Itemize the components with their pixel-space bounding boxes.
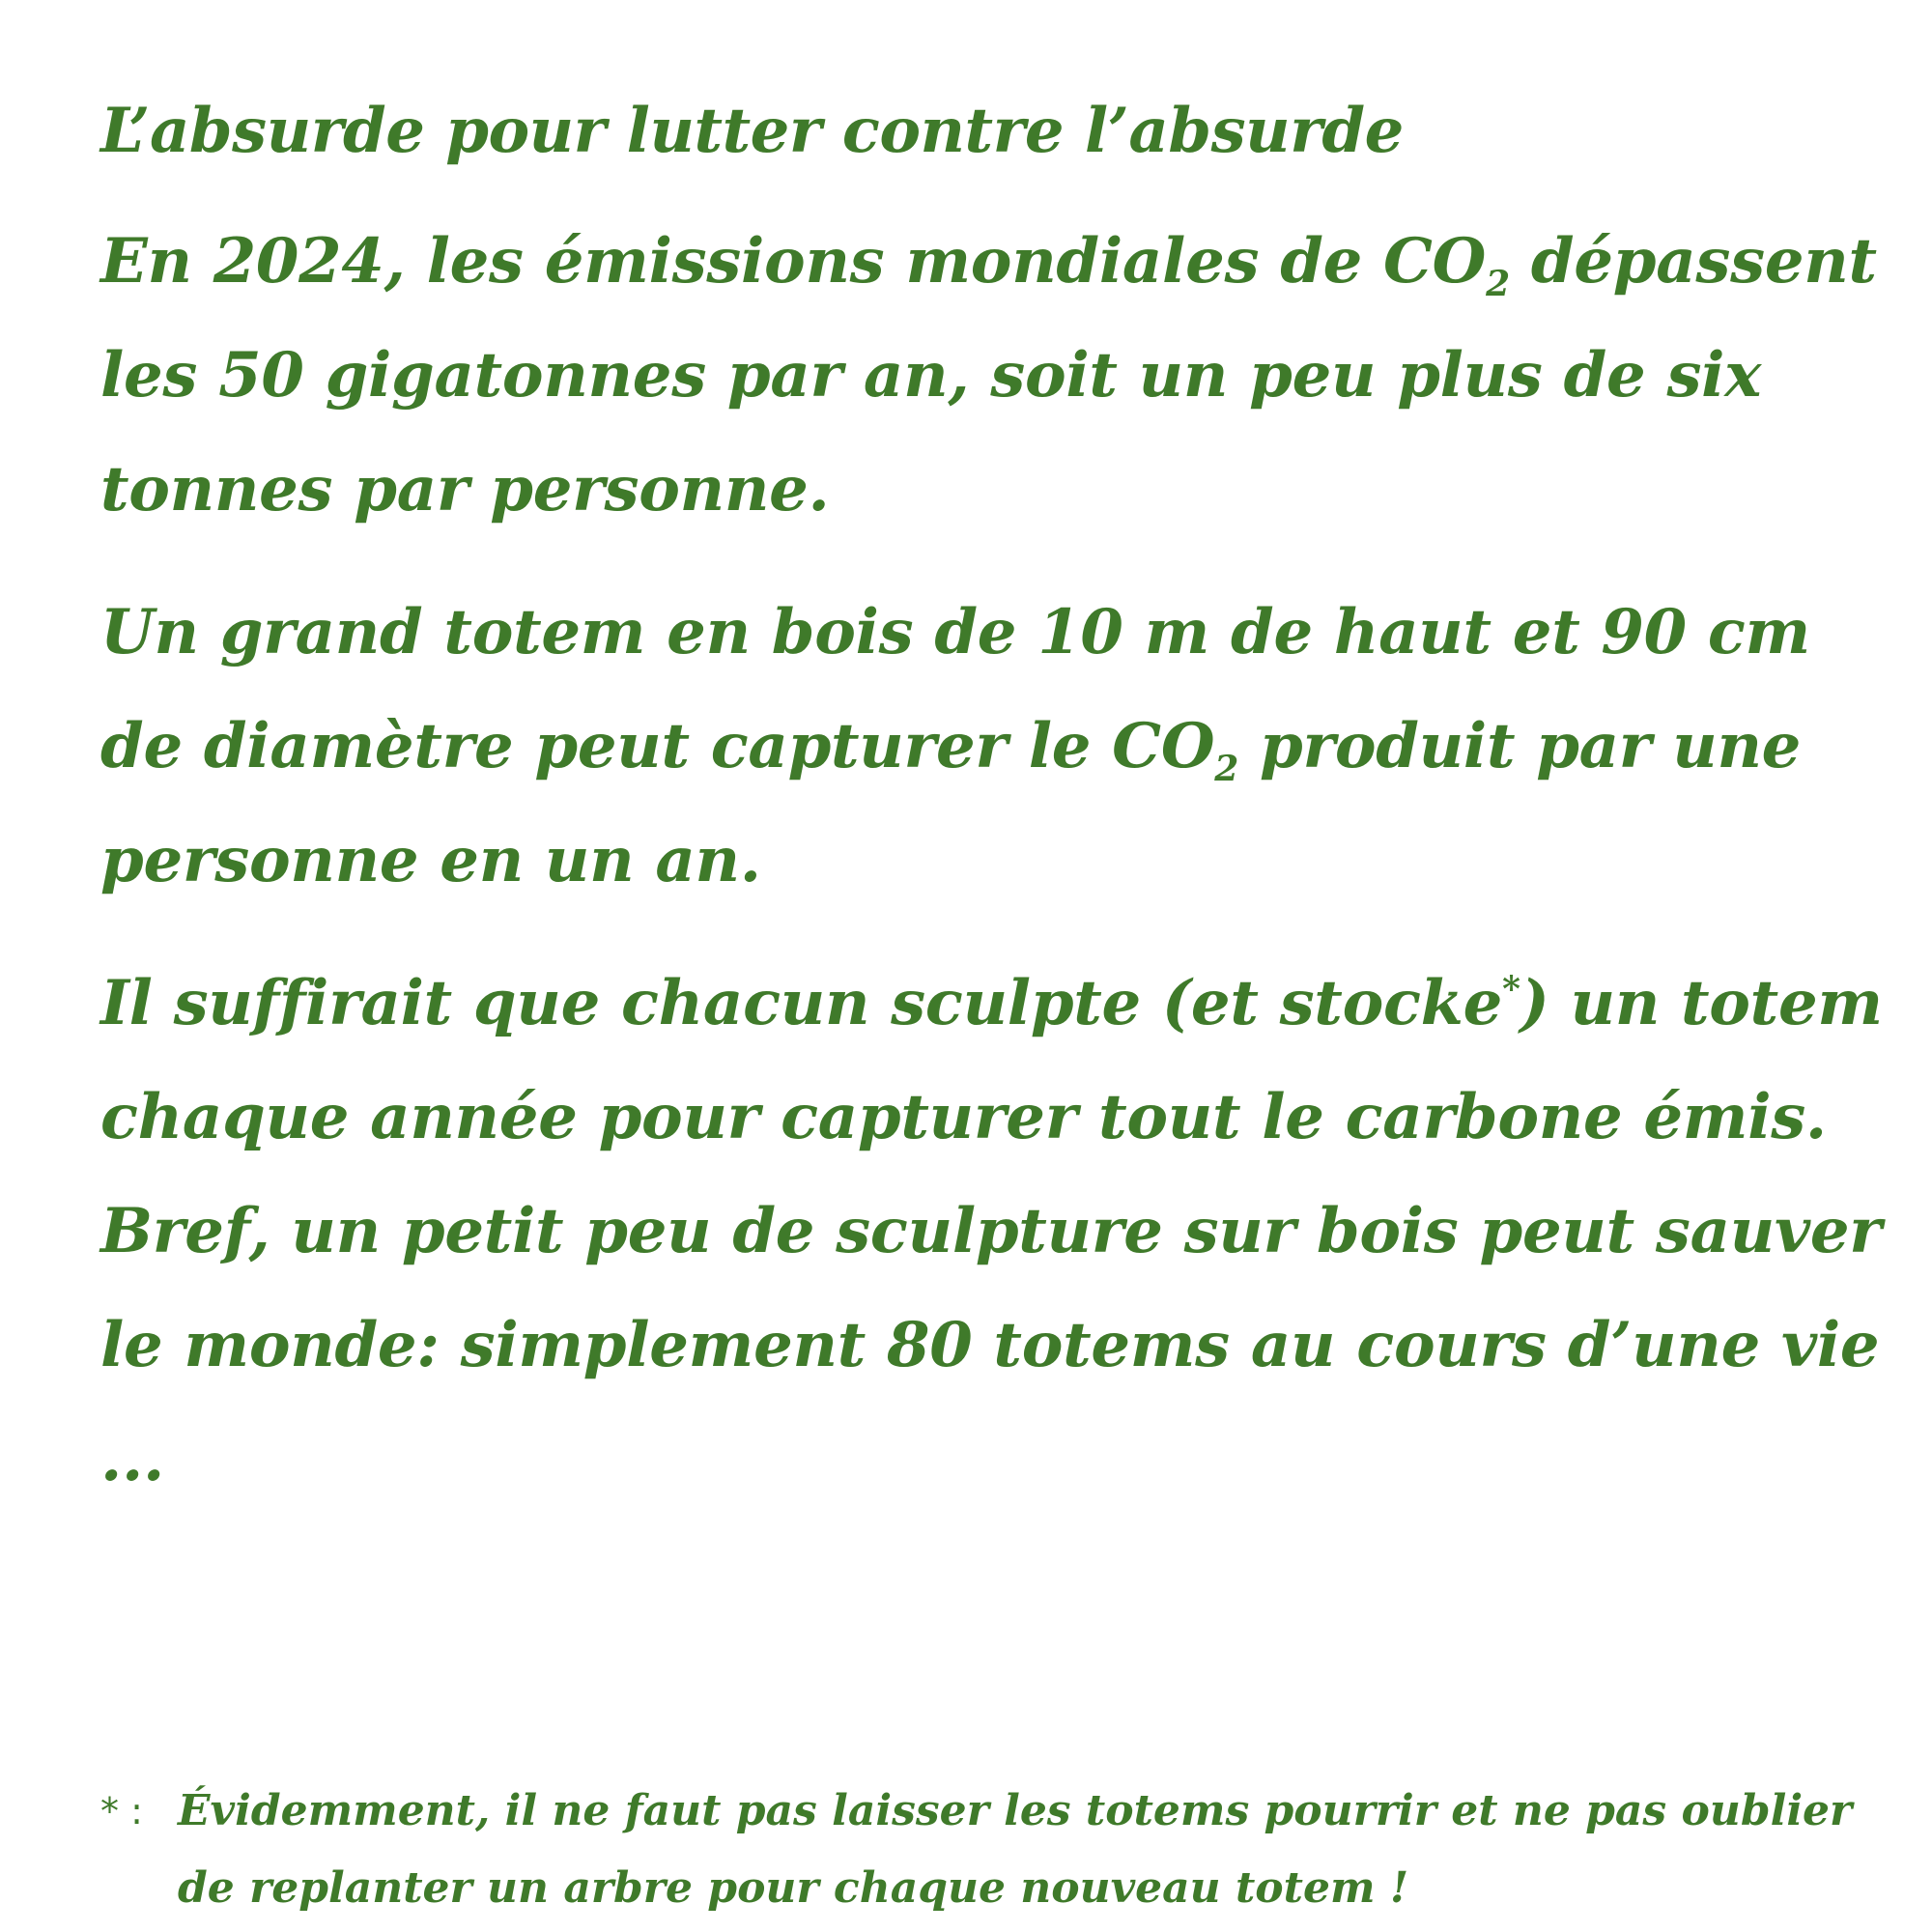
footnote-text: Évidemment, il ne faut pas laisser les totems pourrir et ne pas oublier de replanter un arbre pour chaque nouveau totem ! <box>178 1786 1853 1913</box>
co2-subscript: 2 <box>1486 264 1510 304</box>
co2-subscript: 2 <box>1214 749 1239 789</box>
paragraph-emissions <box>100 205 1897 547</box>
document-body <box>100 93 1897 1546</box>
paragraph-sculpture <box>100 947 1897 1517</box>
paragraph-emissions-text-start: En 2024, les émissions mondiales de CO <box>100 225 1487 298</box>
footnote <box>100 1773 1897 1927</box>
paragraph-totem <box>100 576 1897 918</box>
paragraph-sculpture-text-start: Il suffirait que chacun sculpte (et stocke <box>100 967 1503 1039</box>
footnote-marker: * : <box>100 1790 143 1833</box>
page-title: L’absurde pour lutter contre l’absurde <box>100 95 1404 167</box>
paragraph-sculpture-text-end: ) un totem chaque année pour capturer tout le carbone émis. Bref, un petit peu de sculpture sur bois peut sauver le monde: simplement 80 totems au cours d’une vie ... <box>100 967 1883 1495</box>
footnote-reference: * <box>1502 969 1520 1009</box>
paragraph-totem-text-end: produit par une personne en un an. <box>100 710 1802 896</box>
paragraph-totem-text-start: Un grand totem en bois de 10 m de haut et 90 cm de diamètre peut capturer le CO <box>100 596 1810 782</box>
paragraph-emissions-text-end: dépassent les 50 gigatonnes par an, soit un peu plus de six tonnes par personne. <box>100 225 1877 526</box>
